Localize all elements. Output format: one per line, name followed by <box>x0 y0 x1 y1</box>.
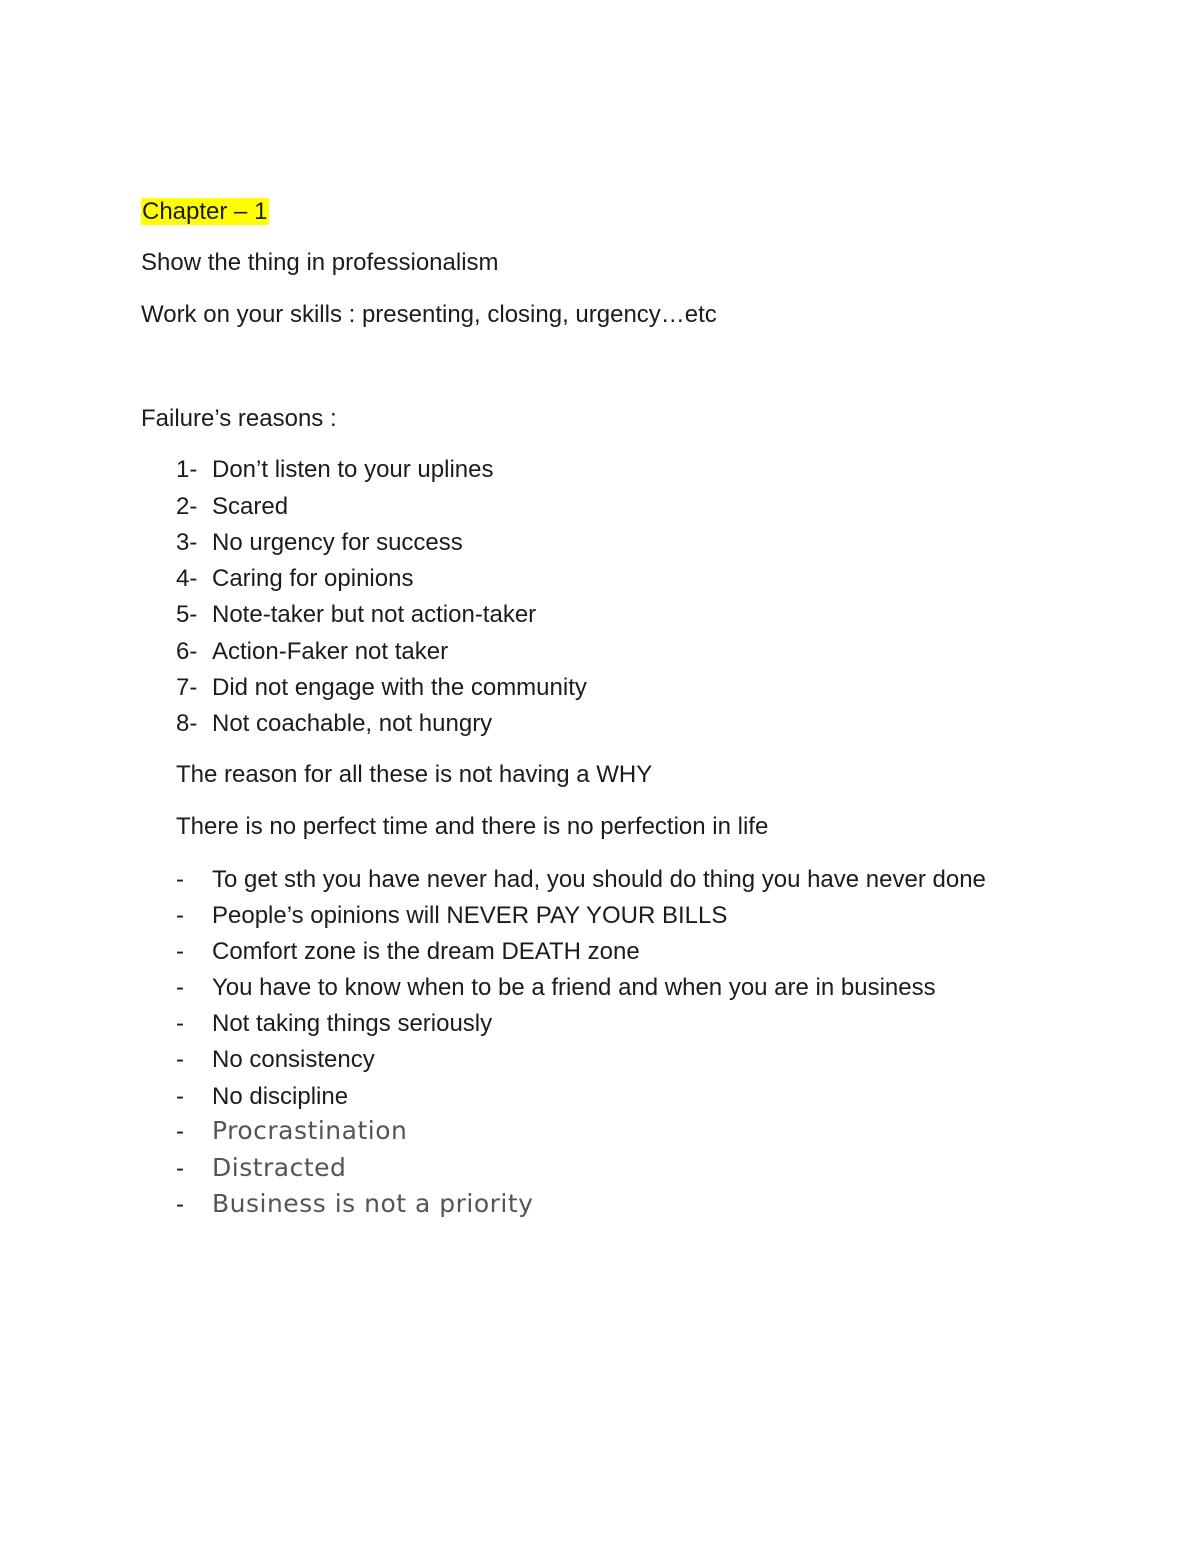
list-text: Distracted <box>212 1153 347 1182</box>
failures-heading: Failure’s reasons : <box>141 405 337 432</box>
bullet-marker: - <box>176 974 184 1001</box>
perfect-line: There is no perfect time and there is no perfection in life <box>176 813 769 840</box>
list-number: 8- <box>176 710 198 737</box>
list-text: Scared <box>212 493 289 520</box>
chapter-heading <box>141 197 269 227</box>
bullet-marker: - <box>176 1155 184 1182</box>
bullet-marker: - <box>176 902 184 929</box>
bullet-marker: - <box>176 1191 184 1218</box>
list-number: 7- <box>176 674 198 701</box>
list-text: No consistency <box>212 1046 375 1073</box>
bullet-marker: - <box>176 1083 184 1110</box>
list-text: Did not engage with the community <box>212 674 587 701</box>
bullet-marker: - <box>176 866 184 893</box>
intro-line-1: Show the thing in professionalism <box>141 249 499 276</box>
list-text: To get sth you have never had, you should do thing you have never done <box>212 866 986 893</box>
list-text: People’s opinions will NEVER PAY YOUR BILLS <box>212 902 728 929</box>
bullet-marker: - <box>176 1010 184 1037</box>
list-text: Action-Faker not taker <box>212 638 449 665</box>
list-number: 6- <box>176 638 198 665</box>
list-text: Note-taker but not action-taker <box>212 601 537 628</box>
list-number: 2- <box>176 493 198 520</box>
list-text: No urgency for success <box>212 529 463 556</box>
reason-line: The reason for all these is not having a WHY <box>176 761 653 788</box>
intro-line-2: Work on your skills : presenting, closing, urgency…etc <box>141 301 717 328</box>
list-text: Don’t listen to your uplines <box>212 456 494 483</box>
bullet-marker: - <box>176 1046 184 1073</box>
list-text: Caring for opinions <box>212 565 414 592</box>
list-text: Comfort zone is the dream DEATH zone <box>212 938 640 965</box>
list-number: 4- <box>176 565 198 592</box>
list-text: Business is not a priority <box>212 1189 534 1218</box>
list-text: Procrastination <box>212 1116 408 1145</box>
list-text: Not coachable, not hungry <box>212 710 493 737</box>
list-text: You have to know when to be a friend and when you are in business <box>212 974 936 1001</box>
list-text: Not taking things seriously <box>212 1010 493 1037</box>
list-text: No discipline <box>212 1083 349 1110</box>
chapter-highlight: Chapter – 1 <box>142 198 268 225</box>
list-number: 3- <box>176 529 198 556</box>
bullet-marker: - <box>176 1118 184 1145</box>
list-number: 5- <box>176 601 198 628</box>
list-number: 1- <box>176 456 198 483</box>
bullet-marker: - <box>176 938 184 965</box>
